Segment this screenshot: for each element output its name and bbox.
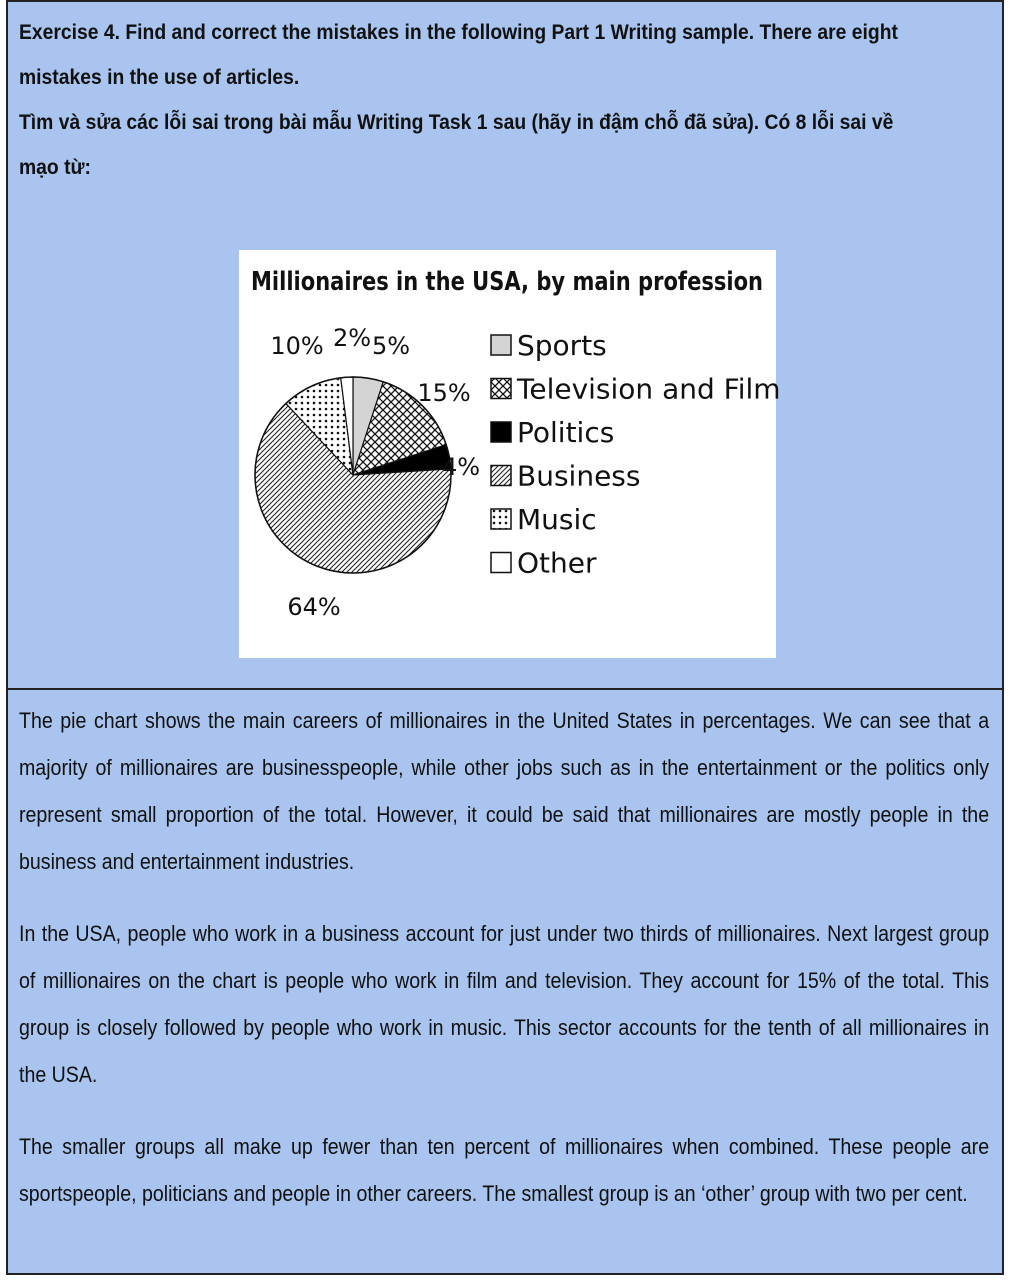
slice-label-politics: 4% — [441, 453, 481, 481]
exercise-sheet — [6, 0, 1004, 1275]
legend-label-business: Business — [517, 459, 641, 493]
legend-label-television-and-film: Television and Film — [517, 372, 781, 406]
instruction-english: Exercise 4. Find and correct the mistakes in the following Part 1 Writing sample. There are eight mistakes in the use of articles. — [19, 21, 898, 89]
paragraph-1: The pie chart shows the main careers of millionaires in the United States in percentages. We can see that a majority of millionaires are businesspeople, while other jobs such as in the entertainment or the politics only represent small proportion of the total. However, it could be said that millionaires are mostly people in the business and entertainment industries. — [19, 708, 990, 874]
paragraph-3: The smaller groups all make up fewer than ten percent of millionaires when combined. These people are sportspeople, politicians and people in other careers. The smallest group is an ‘other’ group with two per cent. — [19, 1134, 990, 1206]
pie-chart-figure — [239, 250, 781, 658]
legend-label-music: Music — [517, 503, 597, 536]
legend-label-politics: Politics — [517, 416, 615, 449]
instructions — [19, 10, 902, 190]
chart-title: Millionaires in the USA, by main profession — [251, 267, 763, 297]
slice-label-television-and-film: 15% — [417, 379, 471, 407]
legend-swatch-sports — [491, 335, 511, 355]
legend-swatch-business — [491, 466, 511, 486]
legend-swatch-television-and-film — [491, 379, 511, 399]
slice-label-music: 10% — [270, 332, 324, 360]
legend-label-other: Other — [517, 546, 597, 580]
pie-chart-svg — [239, 250, 781, 658]
writing-sample — [19, 697, 989, 1242]
paragraph-2: In the USA, people who work in a business account for just under two thirds of millionaires. Next largest group of millionaires on the chart is people who work in film and television. They account for 15% of the total. This group is closely followed by people who work in music. This sector accounts for the tenth of all millionaires in the USA. — [19, 921, 990, 1087]
slice-label-sports: 5% — [371, 332, 411, 360]
exercise-header-section — [8, 2, 1002, 690]
legend-label-sports: Sports — [517, 329, 607, 362]
slice-label-business: 64% — [287, 593, 341, 621]
instruction-vietnamese: Tìm và sửa các lỗi sai trong bài mẫu Writing Task 1 sau (hãy in đậm chỗ đã sửa). Có 8 lỗi sai về mạo từ: — [19, 111, 894, 179]
slice-label-other: 2% — [332, 324, 372, 352]
legend-swatch-music — [491, 509, 511, 529]
legend-swatch-politics — [491, 422, 511, 442]
legend-swatch-other — [491, 553, 511, 573]
